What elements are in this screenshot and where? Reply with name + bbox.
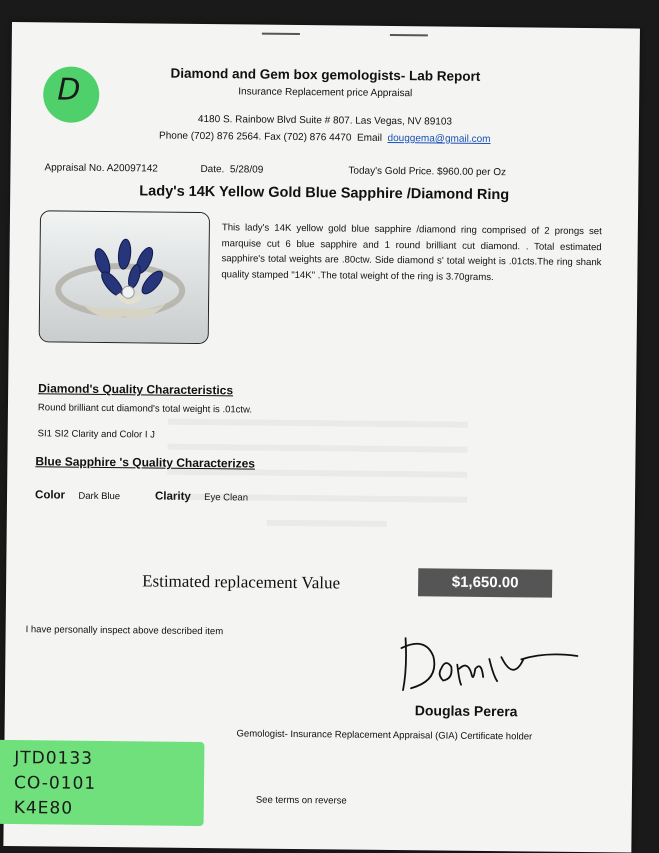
diamond-weight-text: Round brilliant cut diamond's total weight is .01ctw. — [37, 402, 253, 416]
report-subtitle: Insurance Replacement price Appraisal — [238, 86, 413, 100]
ring-photo — [39, 210, 210, 344]
diamond-clarity-text: SI1 SI2 Clarity and Color I J — [37, 428, 155, 441]
appraisal-number: A20097142 — [106, 163, 158, 175]
faint-background-text — [168, 419, 468, 428]
item-description: This lady's 14K yellow gold blue sapphire /diamond ring comprised of 2 prongs set marquise cut 6 blue sapphire and 1 round brilliant cut diamond. . Total estimated sapphire's total weights are .80ctw. Side diamond s' total weight is .01cts.The ring shank quality stamped "14K" .The total weight of the ring is 3.70grams. — [221, 222, 602, 283]
handwritten-sticky-note — [0, 740, 204, 826]
appraisal-document — [3, 22, 640, 853]
faint-background-text — [168, 444, 468, 453]
sapphire-color-label: Color — [34, 489, 66, 502]
diamond-quality-heading: Diamond's Quality Characteristics — [38, 381, 234, 398]
signer-name: Douglas Perera — [414, 702, 518, 720]
appraisal-number-row — [44, 162, 158, 174]
staple — [390, 34, 428, 36]
email-label: Email — [356, 132, 383, 144]
email-link[interactable]: douggema@gmail.com — [387, 132, 491, 146]
signer-credential: Gemologist- Insurance Replacement Appraisal (GIA) Certificate holder — [236, 728, 533, 743]
note-line-3: K4E80 — [13, 798, 74, 819]
sapphire-color-row — [35, 485, 120, 504]
note-line-1: JTD0133 — [14, 748, 94, 769]
staple — [262, 33, 300, 35]
ring-image — [40, 211, 209, 343]
appraisal-label: Appraisal No. — [44, 162, 105, 174]
sapphire-clarity-value: Eye Clean — [204, 492, 249, 504]
faint-background-text — [267, 520, 387, 527]
contact-line — [11, 129, 639, 147]
sapphire-color-value: Dark Blue — [78, 490, 121, 503]
marker-letter: D — [57, 72, 81, 108]
sapphire-quality-heading: Blue Sapphire 's Quality Characterizes — [35, 454, 256, 471]
date-row — [200, 164, 263, 176]
lab-report-title: Diamond and Gem box gemologists- Lab Report — [170, 65, 481, 84]
estimated-value-box: $1,650.00 — [418, 568, 552, 597]
phone-fax: Phone (702) 876 2564. Fax (702) 876 4470 — [159, 130, 352, 144]
handwritten-signature — [385, 628, 586, 700]
lab-address: 4180 S. Rainbow Blvd Suite # 807. Las Vegas, NV 89103 — [197, 113, 453, 128]
date-value: 5/28/09 — [229, 164, 264, 176]
gold-price: Today's Gold Price. $960.00 per Oz — [348, 165, 507, 179]
date-label: Date. — [200, 163, 225, 176]
note-line-2: CO-0101 — [13, 773, 97, 794]
estimated-value-label: Estimated replacement Value — [142, 571, 341, 593]
sapphire-clarity-label: Clarity — [154, 490, 191, 503]
terms-note: See terms on reverse — [255, 794, 347, 807]
faint-background-text — [167, 469, 467, 478]
inspection-statement: I have personally inspect above described item — [25, 624, 224, 638]
item-title: Lady's 14K Yellow Gold Blue Sapphire /Diamond Ring — [139, 183, 510, 204]
